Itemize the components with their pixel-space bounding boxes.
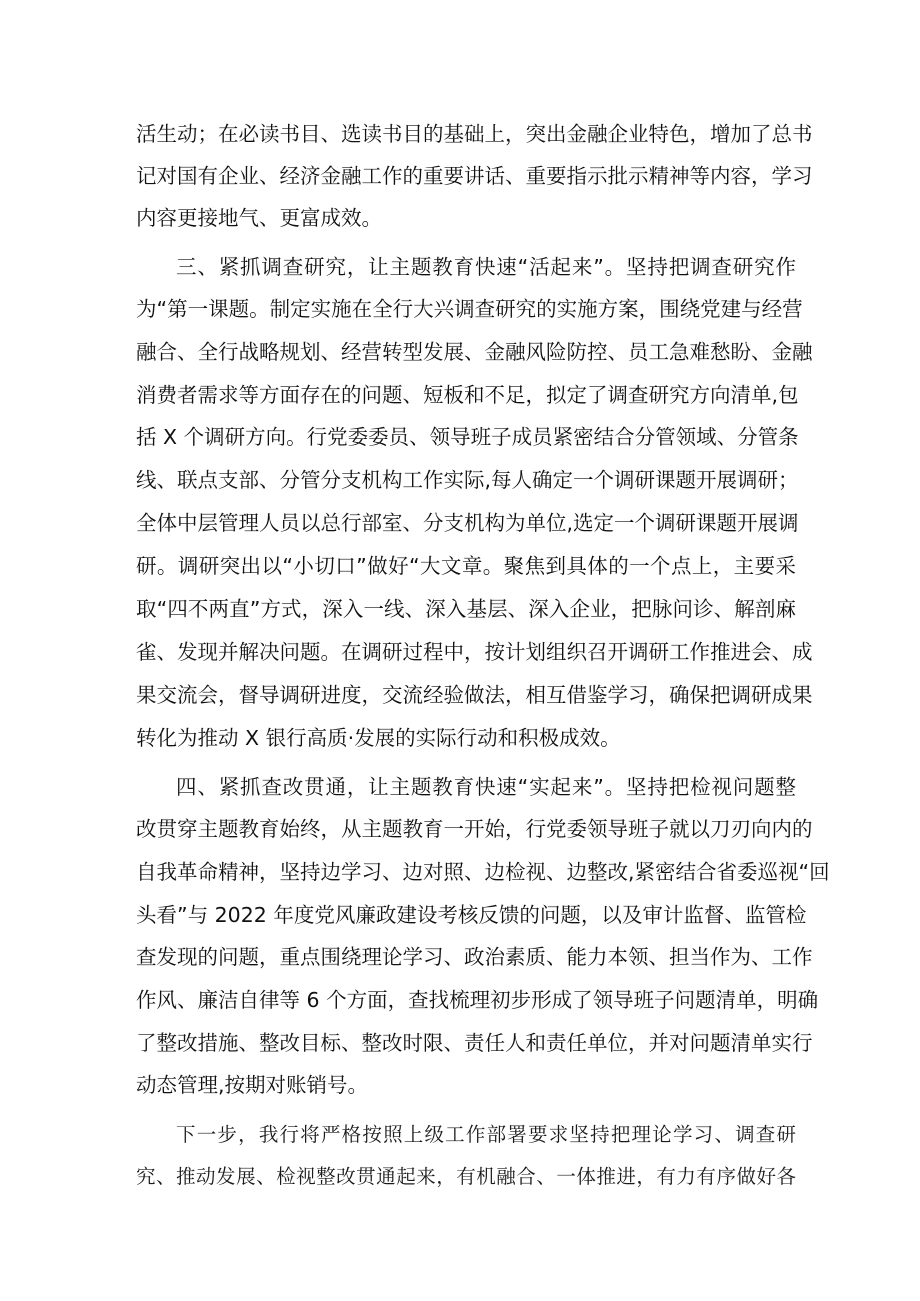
text-line: 为“第一课题。制定实施在全行大兴调查研究的实施方案，围绕党建与经营 <box>136 297 803 321</box>
text-line: 究、推动发展、检视整改贯通起来，有机融合、一体推进，有力有序做好各 <box>136 1165 796 1188</box>
text-line: 记对国有企业、经济金融工作的重要讲话、重要指示批示精神等内容，学习 <box>136 164 813 188</box>
text-line: 融合、全行战略规划、经营转型发展、金融风险防控、员工急难愁盼、金融 <box>136 340 813 364</box>
text-line: 头看”与 2022 年度党风廉政建设考核反馈的问题，以及审计监督、监管检 <box>136 903 807 927</box>
text-line: 转化为推动 X 银行高质·发展的实际行动和积极成效。 <box>136 726 621 750</box>
text-line: 改贯穿主题教育始终，从主题教育一开始，行党委领导班子就以刀刃向内的 <box>136 817 813 841</box>
text-line: 查发现的问题，重点围绕理论学习、政治素质、能力本领、担当作为、工作 <box>136 945 813 969</box>
text-line: 活生动；在必读书目、选读书目的基础上，突出金融企业特色，增加了总书 <box>136 122 813 146</box>
text-line: 果交流会，督导调研进度，交流经验做法，相互借鉴学习，确保把调研成果 <box>136 683 813 707</box>
text-line: 了整改措施、整改目标、整改时限、责任人和责任单位，并对问题清单实行 <box>136 1031 813 1055</box>
text-line: 研。调研突出以“小切口”做好“大文章。聚焦到具体的一个点上，主要采 <box>136 554 796 578</box>
section-four-heading-line: 四、紧抓查改贯通，让主题教育快速“实起来”。坚持把检视问题整 <box>176 775 796 799</box>
text-line: 雀、发现并解决问题。在调研过程中，按计划组织召开调研工作推进会、成 <box>136 640 813 664</box>
text-line: 内容更接地气、更富成效。 <box>136 206 382 230</box>
text-line: 作风、廉洁自律等 6 个方面，查找梳理初步形成了领导班子问题清单，明确 <box>136 988 819 1012</box>
text-line: 动态管理,按期对账销号。 <box>136 1073 369 1097</box>
text-line: 自我革命精神，坚持边学习、边对照、边检视、边整改,紧密结合省委巡视“回 <box>136 860 830 884</box>
text-line: 括 X 个调研方向。行党委委员、领导班子成员紧密结合分管领域、分管条 <box>136 425 799 449</box>
text-line: 线、联点支部、分管分支机构工作实际,每人确定一个调研课题开展调研； <box>136 468 799 492</box>
text-line: 消费者需求等方面存在的问题、短板和不足，拟定了调查研究方向清单,包 <box>136 383 799 407</box>
text-line: 全体中层管理人员以总行部室、分支机构为单位,选定一个调研课题开展调 <box>136 511 799 535</box>
section-three-heading-line: 三、紧抓调查研究，让主题教育快速“活起来”。坚持把调查研究作 <box>176 255 796 279</box>
next-step-line: 下一步，我行将严格按照上级工作部署要求坚持把理论学习、调查研 <box>176 1123 796 1146</box>
text-line: 取“四不两直”方式，深入一线、深入基层、深入企业，把脉问诊、解剖麻 <box>136 597 796 621</box>
